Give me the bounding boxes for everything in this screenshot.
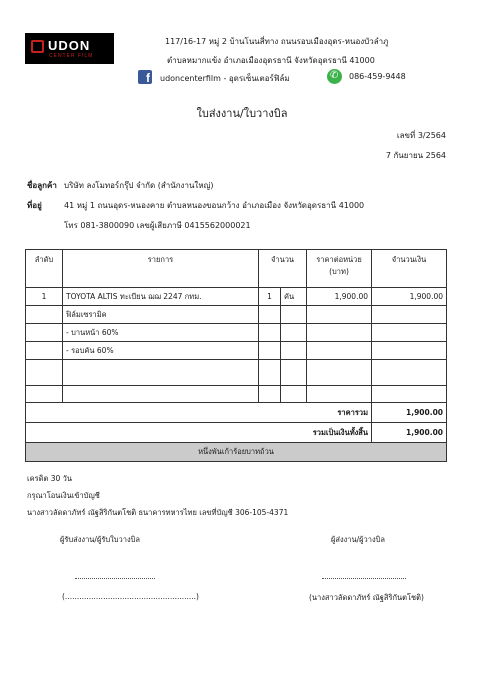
document-number: เลขที่ 3/2564 <box>396 131 446 140</box>
cell-price <box>307 306 372 324</box>
col-header-price-unit: (บาท) <box>329 267 349 276</box>
sender-name: (นางสาวลัดดาภัทร์ ณัฐสิริกันตโชติ) <box>309 593 424 602</box>
customer-name: บริษัท ลงโมทอร์กรุ๊ป จำกัด (สำนักงานใหญ่) <box>64 181 214 190</box>
cell-amount: 1,900.00 <box>372 288 447 306</box>
cell-unit <box>281 342 307 360</box>
cell-item: - บานหน้า 60% <box>63 324 259 342</box>
cell-amount <box>372 342 447 360</box>
cell-qty: 1 <box>259 288 281 306</box>
cell-price: 1,900.00 <box>307 288 372 306</box>
transfer-note: กรุณาโอนเงินเข้าบัญชี <box>27 491 100 500</box>
amount-in-words: หนึ่งพันเก้าร้อยบาทถ้วน <box>26 443 447 462</box>
phone-icon: ✆ <box>327 69 342 84</box>
table-row-blank <box>26 360 447 386</box>
cell-unit: คัน <box>281 288 307 306</box>
credit-terms: เครดิต 30 วัน <box>27 474 72 483</box>
cell-qty <box>259 324 281 342</box>
document-title: ใบส่งงาน/ใบวางบิล <box>196 107 288 120</box>
table-row <box>26 324 447 342</box>
cell-qty <box>259 342 281 360</box>
amount-in-words-row <box>26 443 447 462</box>
cell-no: 1 <box>26 288 63 306</box>
table-row-blank <box>26 386 447 403</box>
cell-no <box>26 342 63 360</box>
col-header-price-label: ราคาต่อหน่วย <box>316 255 362 264</box>
company-logo <box>25 33 114 64</box>
table-header-row <box>26 250 447 288</box>
cell-no <box>26 324 63 342</box>
customer-address: 41 หมู่ 1 ถนนอุดร-หนองคาย ตำบลหนองขอนกว้าง อำเภอเมือง จังหวัดอุดรธานี 41000 <box>64 201 365 210</box>
cell-unit <box>281 306 307 324</box>
cell-item: TOYOTA ALTIS ทะเบียน ฌฌ 2247 กทม. <box>63 288 259 306</box>
customer-name-label: ชื่อลูกค้า <box>27 181 57 190</box>
cell-no <box>26 306 63 324</box>
receiver-label: ผู้รับส่งงาน/ผู้รับใบวางบิล <box>60 535 140 544</box>
col-header-amount: จำนวนเงิน <box>372 250 447 288</box>
col-header-item: รายการ <box>63 250 259 288</box>
company-phone: 086-459-9448 <box>349 72 406 81</box>
facebook-icon: f <box>138 70 152 84</box>
cell-amount <box>372 324 447 342</box>
cell-price <box>307 324 372 342</box>
cell-qty <box>259 306 281 324</box>
grand-total-label: รวมเป็นเงินทั้งสิ้น <box>26 423 372 443</box>
facebook-page-link[interactable]: udoncenterfilm - อุดรเซ็นเตอร์ฟิล์ม <box>160 74 290 83</box>
table-row <box>26 306 447 324</box>
receiver-signature-line <box>75 578 155 579</box>
col-header-price <box>307 250 372 288</box>
logo-mark-icon <box>31 40 44 53</box>
bank-info: นางสาวลัดดาภัทร์ ณัฐสิริกันตโชติ ธนาคารทหารไทย เลขที่บัญชี 306-105-4371 <box>27 508 289 517</box>
cell-item: ฟิล์มเซรามิค <box>63 306 259 324</box>
sender-label: ผู้ส่งงาน/ผู้วางบิล <box>331 535 385 544</box>
subtotal-label: ราคารวม <box>26 403 372 423</box>
company-address-line1: 117/16-17 หมู่ 2 บ้านโนนสี่ทาง ถนนรอบเมืองอุดร-หนองบัวลำภู <box>165 37 389 46</box>
cell-amount <box>372 306 447 324</box>
customer-contact: โทร 081-3800090 เลขผู้เสียภาษี 0415562000021 <box>64 221 251 230</box>
logo-subtext: CENTER FILM <box>49 53 94 59</box>
cell-price <box>307 342 372 360</box>
col-header-qty: จำนวน <box>259 250 307 288</box>
table-row <box>26 342 447 360</box>
col-header-no: ลำดับ <box>26 250 63 288</box>
grand-total-value: 1,900.00 <box>372 423 447 443</box>
company-address-line2: ตำบลหมากแข้ง อำเภอเมืองอุดรธานี จังหวัดอุดรธานี 41000 <box>167 56 375 65</box>
cell-item: - รอบคัน 60% <box>63 342 259 360</box>
table-row <box>26 288 447 306</box>
receiver-name-line: (.......................................................) <box>62 592 199 601</box>
subtotal-row <box>26 403 447 423</box>
items-table <box>25 249 446 462</box>
cell-unit <box>281 324 307 342</box>
grand-total-row <box>26 423 447 443</box>
logo-text: UDON <box>48 38 91 53</box>
customer-address-label: ที่อยู่ <box>27 201 42 210</box>
subtotal-value: 1,900.00 <box>372 403 447 423</box>
document-date: 7 กันยายน 2564 <box>385 151 446 160</box>
sender-signature-line <box>322 578 406 579</box>
